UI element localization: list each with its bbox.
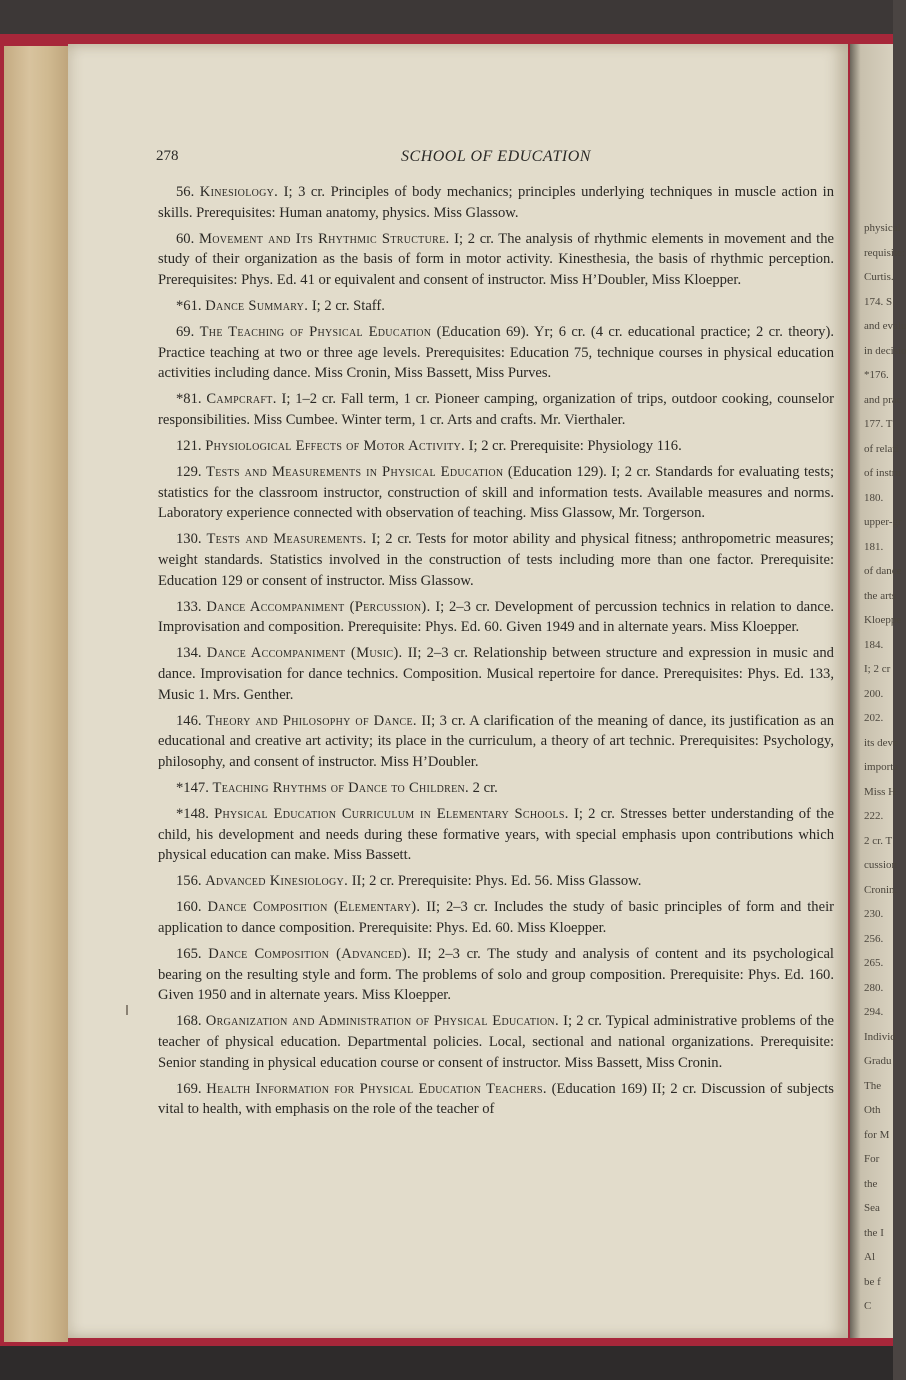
course-entry: [158, 643, 834, 705]
facing-page-fragment: Kloeppe: [864, 614, 902, 626]
course-entry: [158, 711, 834, 773]
course-title: Physical Education Curriculum in Elementary Schools.: [214, 806, 569, 823]
facing-page-fragment: be f: [864, 1275, 881, 1288]
course-title: Teaching Rhythms of Dance to Children.: [212, 779, 469, 796]
course-entry: [158, 296, 834, 317]
facing-page-edge: [850, 44, 906, 1338]
facing-page-fragment: Sea: [864, 1202, 880, 1214]
facing-page-fragment: cussion: [864, 859, 897, 871]
course-title: Organization and Administration of Physical Education.: [205, 1013, 559, 1030]
course-entry: [158, 229, 834, 291]
course-description: II; 2–3 cr. Includes the study of basic principles of form and their application to dance composition. Prerequisite: Phys. Ed. 60. Miss Kloepper.: [158, 899, 834, 936]
course-entry: [158, 436, 834, 457]
course-number: 60.: [176, 230, 195, 247]
course-entry: [158, 1079, 834, 1120]
course-title: Dance Accompaniment (Music).: [206, 645, 403, 662]
facing-page-fragment: 180.: [864, 491, 884, 504]
course-title: Dance Composition (Elementary).: [207, 899, 421, 916]
course-title: Advanced Kinesiology.: [205, 873, 349, 890]
course-number: 121.: [176, 438, 202, 455]
facing-page-fragment: Miss H: [864, 785, 897, 798]
facing-page-fragment: 184.: [864, 638, 884, 651]
course-description: (Education 129). I; 2 cr. Standards for evaluating tests; statistics for the classroom instructor, construction of skill and information tests. Available measures and norms. Laboratory experience connected with observation of teaching. Miss Glassow, Mr. Torgerson.: [158, 464, 834, 522]
facing-page-fragment: 202.: [864, 712, 884, 724]
course-number: *81.: [176, 391, 202, 408]
facing-page-fragment: physical: [864, 222, 901, 234]
course-entry: [158, 182, 834, 223]
facing-page-fragment: Oth: [864, 1104, 881, 1116]
course-number: 129.: [176, 464, 202, 481]
facing-page-fragment: importa: [864, 761, 899, 773]
course-entry: [158, 897, 834, 938]
facing-page-fragment: of dance: [864, 565, 902, 577]
course-entry: [158, 389, 834, 430]
course-description: I; 2 cr. The analysis of rhythmic elements in movement and the study of their organization as the basis of form in motor activity. Kinesthesia, the basis of rhythmic perception. Prerequisites: Phys. Ed. 41 or equivalent and consent of instructor. Miss H’Doubler, Miss Kloepper.: [158, 230, 834, 288]
facing-page-fragment: of relati: [864, 442, 899, 455]
course-title: Campcraft.: [206, 391, 277, 408]
facing-page-fragment: requisite:: [864, 246, 905, 259]
course-title: Dance Accompaniment (Percussion).: [206, 598, 431, 615]
course-entry: [158, 778, 834, 799]
margin-mark: [126, 1005, 128, 1015]
course-title: Theory and Philosophy of Dance.: [206, 712, 417, 729]
course-number: 146.: [176, 712, 202, 729]
course-description: I; 3 cr. Principles of body mechanics; principles underlying techniques in muscle action in skills. Prerequisites: Human anatomy, physics. Miss Glassow.: [158, 184, 835, 221]
course-description: II; 2–3 cr. Relationship between structure and expression in music and dance. Improvisation for dance technics. Composition. Musical repertoire for dance. Prerequisites: Phys. Ed. 133, Music 1. Mrs. Genther.: [158, 645, 834, 703]
facing-page-fragment: 230.: [864, 908, 884, 920]
course-description: (Education 69). Yr; 6 cr. (4 cr. educational practice; 2 cr. theory). Practice teaching at two or three age levels. Prerequisites: Education 75, technique courses in physical education activities including dance. Miss Cronin, Miss Bassett, Miss Purves.: [158, 324, 834, 382]
course-entry: [158, 804, 834, 866]
course-description: (Education 169) II; 2 cr. Discussion of subjects vital to health, with emphasis on the role of the teacher of: [158, 1080, 834, 1118]
course-description: II; 2–3 cr. The study and analysis of content and its psychological bearing on the resulting style and form. The problems of solo and group composition. Prerequisite: Phys. Ed. 160. Given 1950 and in alternate years. Miss Kloepper.: [158, 946, 834, 1004]
facing-page-fragment: 200.: [864, 687, 884, 700]
book-cover-top: [0, 0, 893, 38]
course-number: *61.: [176, 297, 202, 314]
facing-page-fragment: 294.: [864, 1006, 884, 1018]
course-description: II; 2 cr. Prerequisite: Phys. Ed. 56. Miss Glassow.: [351, 873, 642, 890]
course-number: 133.: [176, 598, 202, 615]
course-number: 160.: [176, 899, 202, 916]
course-description: I; 2 cr. Staff.: [311, 297, 385, 314]
facing-page-fragment: the: [864, 1177, 878, 1190]
course-title: Kinesiology.: [199, 184, 279, 200]
course-entry: [158, 1011, 834, 1073]
course-number: 69.: [176, 324, 195, 341]
facing-page-fragment: C: [864, 1300, 872, 1312]
book-cover-bottom: [0, 1346, 893, 1380]
facing-page-fragment: in decisio: [864, 344, 906, 357]
course-entry: [158, 322, 834, 384]
course-number: 134.: [176, 645, 202, 662]
facing-page-fragment: 177. T: [864, 418, 893, 430]
course-entry: [158, 462, 834, 524]
facing-page-fragment: Curtis.: [864, 271, 894, 283]
facing-page-fragment: 222.: [864, 810, 884, 822]
facing-page-fragment: its deve: [864, 736, 898, 749]
course-number: *147.: [176, 779, 209, 796]
course-description: II; 3 cr. A clarification of the meaning of dance, its justification as an educational and creative art activity; its place in the curriculum, a theory of art technic. Prerequisites: Psychology, philosophy, and consent of instructor. Miss H’Doubler.: [158, 712, 835, 770]
course-entry: [158, 944, 834, 1006]
facing-page-fragment: 174. S: [864, 295, 893, 308]
facing-page-fragment: of instru: [864, 467, 901, 479]
facing-page-fragment: upper-gr: [864, 516, 902, 528]
facing-page-fragment: Gradu: [864, 1055, 892, 1067]
course-description: I; 2 cr. Stresses better understanding of the child, his development and needs during these formative years, with special emphasis upon contributions which physical education can make. Miss Bassett.: [158, 806, 834, 864]
facing-page-fragment: for M: [864, 1128, 890, 1141]
facing-page-fragment: Al: [864, 1251, 875, 1263]
facing-page-fragment: the I: [864, 1226, 884, 1239]
facing-page-fragment: I; 2 cr: [864, 663, 891, 675]
course-number: 156.: [176, 873, 202, 890]
course-number: 56.: [176, 184, 195, 200]
course-list: [158, 182, 834, 1125]
course-number: 169.: [176, 1080, 202, 1097]
facing-page-fragment: the arts: [864, 589, 897, 602]
page-header: [156, 148, 836, 170]
facing-page-fragment: For: [864, 1153, 880, 1165]
facing-page-fragment: 265.: [864, 957, 884, 969]
course-title: Dance Composition (Advanced).: [208, 946, 411, 963]
course-number: 130.: [176, 531, 202, 548]
facing-page-fragment: 2 cr. T: [864, 834, 893, 847]
course-title: Dance Summary.: [205, 297, 309, 314]
course-description: I; 2 cr. Prerequisite: Physiology 116.: [468, 438, 682, 455]
course-title: Tests and Measurements.: [206, 531, 367, 548]
course-entry: [158, 529, 834, 591]
course-title: Health Information for Physical Education Teachers.: [206, 1080, 547, 1097]
course-title: Movement and Its Rhythmic Structure.: [198, 230, 450, 247]
course-number: 165.: [176, 946, 202, 963]
course-number: 168.: [176, 1013, 202, 1030]
course-description: I; 1–2 cr. Fall term, 1 cr. Pioneer camping, organization of trips, outdoor cooking, counselor responsibilities. Miss Cumbee. Winter term, 1 cr. Arts and crafts. Mr. Vierthaler.: [158, 391, 834, 428]
facing-page-fragment: Individ: [864, 1030, 896, 1043]
course-entry: [158, 597, 834, 638]
page-number: 278: [156, 148, 179, 164]
course-description: I; 2–3 cr. Development of percussion technics in relation to dance. Improvisation and composition. Prerequisite: Phys. Ed. 60. Given 1949 and in alternate years. Miss Kloepper.: [158, 598, 834, 636]
course-title: The Teaching of Physical Education: [199, 324, 432, 341]
running-title: SCHOOL OF EDUCATION: [401, 148, 591, 165]
course-description: I; 2 cr. Typical administrative problems of the teacher of physical education. Departmental policies. Local, sectional and national organizations. Prerequisite: Senior standing in physical education course or consent of instructor. Miss Bassett, Miss Cronin.: [158, 1013, 834, 1071]
facing-page-fragment: Cronin.: [864, 883, 898, 896]
course-description: I; 2 cr. Tests for motor ability and physical fitness; anthropometric measures; weight standards. Statistics involved in the construction of tests including more than one factor. Prerequisite: Education 129 or consent of instructor. Miss Glassow.: [158, 531, 834, 589]
facing-page-fragment: 181.: [864, 540, 884, 553]
course-entry: [158, 871, 834, 892]
facing-page-fragment: and evalu: [864, 320, 906, 332]
facing-page-fragment: The: [864, 1079, 882, 1092]
facing-page-fragment: and prac: [864, 393, 902, 406]
course-title: Tests and Measurements in Physical Education: [206, 464, 504, 481]
facing-page-fragment: 280.: [864, 981, 884, 994]
course-number: *148.: [176, 806, 209, 823]
course-description: 2 cr.: [472, 779, 498, 796]
facing-page-fragment: 256.: [864, 932, 884, 945]
course-title: Physiological Effects of Motor Activity.: [205, 438, 466, 455]
page-stack-edge: [4, 46, 68, 1342]
facing-page-fragment: *176.: [864, 369, 889, 381]
